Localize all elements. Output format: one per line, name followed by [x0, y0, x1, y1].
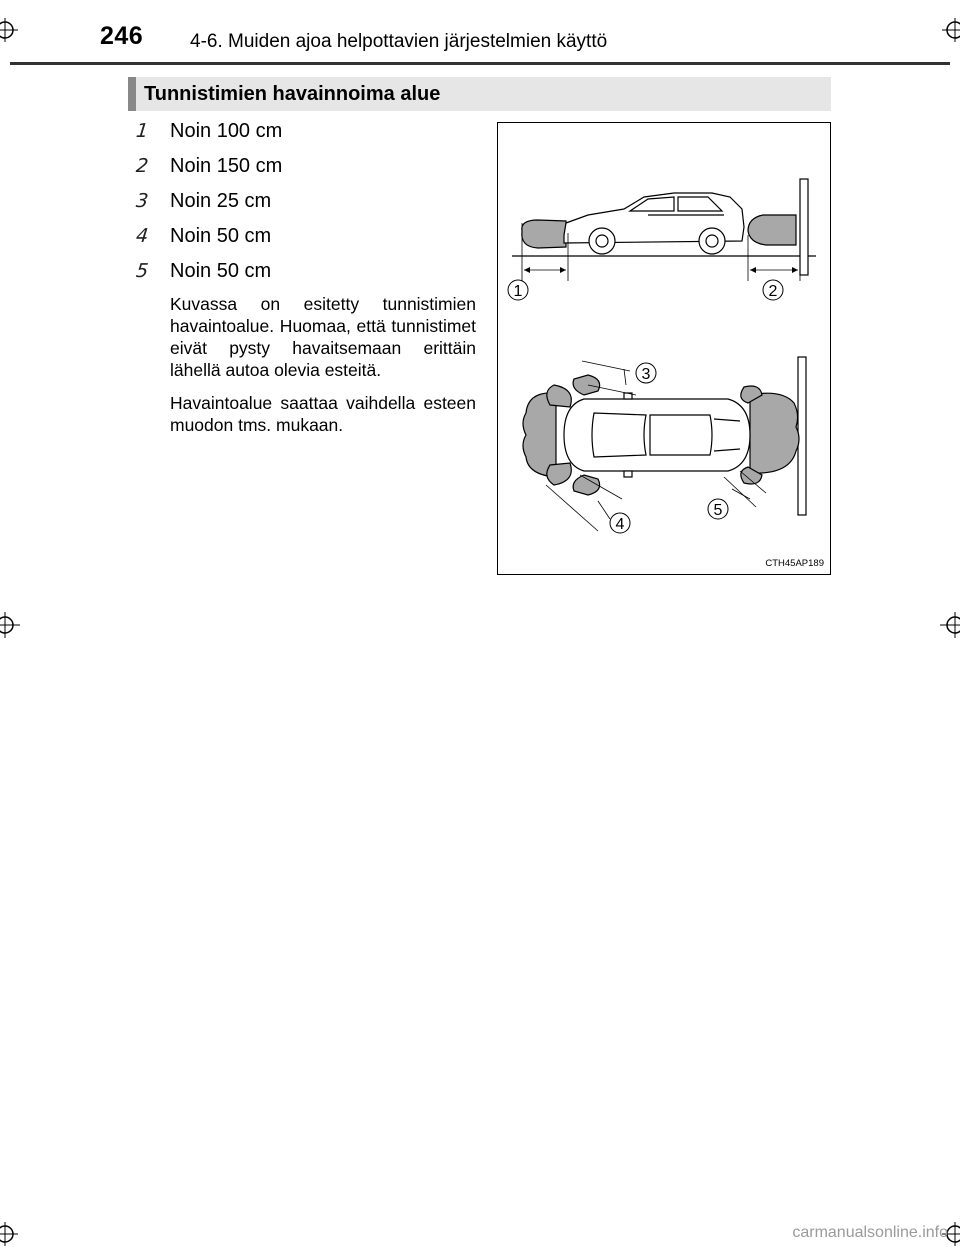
registration-mark-icon [0, 1204, 30, 1254]
registration-mark-icon [930, 600, 960, 650]
figure-code: CTH45AP189 [765, 558, 824, 569]
section-title: Tunnistimien havainnoima alue [144, 83, 441, 105]
callout-4 [610, 513, 630, 533]
description-paragraph: Kuvassa on esitetty tunnistimien havaintoalue. Huomaa, että tunnistimet eivät pysty havaitsemaan erittäin lähellä autoa olevia esteitä. [170, 294, 476, 380]
list-item-number: 5 [134, 260, 150, 282]
list-item-text: Noin 150 cm [170, 155, 283, 177]
section-heading [128, 77, 831, 111]
page-number: 246 [100, 22, 144, 50]
header-rule [10, 62, 950, 65]
list-item [136, 150, 476, 185]
callout-2 [763, 280, 783, 300]
list-item-text: Noin 50 cm [170, 225, 272, 247]
registration-mark-icon [930, 0, 960, 60]
chapter-title: 4-6. Muiden ajoa helpottavien järjestelmien käyttö [190, 31, 608, 52]
list-item [136, 185, 476, 220]
list-item-text: Noin 50 cm [170, 260, 272, 282]
side-view [512, 179, 816, 281]
svg-text:4: 4 [615, 516, 625, 533]
list-item-number: 4 [134, 225, 150, 247]
list-item [136, 115, 476, 150]
callout-3 [636, 363, 656, 383]
registration-mark-icon [0, 0, 30, 60]
watermark: carmanualsonline.info [792, 1224, 948, 1241]
list-item-text: Noin 25 cm [170, 190, 272, 212]
svg-text:1: 1 [513, 283, 523, 300]
callout-1 [508, 280, 528, 300]
distance-list [136, 115, 476, 290]
list-item-number: 3 [134, 190, 150, 212]
list-item-number: 1 [134, 120, 150, 142]
list-item [136, 220, 476, 255]
note-paragraph: Havaintoalue saattaa vaihdella esteen muodon tms. mukaan. [170, 393, 476, 435]
svg-text:5: 5 [713, 502, 723, 519]
sensor-range-illustration [498, 123, 829, 573]
sensor-range-figure [497, 122, 831, 575]
callout-5 [708, 499, 728, 519]
top-view [523, 357, 806, 531]
svg-text:3: 3 [641, 366, 651, 383]
section-heading-accent [128, 77, 136, 111]
svg-text:2: 2 [768, 283, 778, 300]
registration-mark-icon [0, 600, 30, 650]
list-item-text: Noin 100 cm [170, 120, 283, 142]
list-item-number: 2 [134, 155, 150, 177]
list-item [136, 255, 476, 290]
